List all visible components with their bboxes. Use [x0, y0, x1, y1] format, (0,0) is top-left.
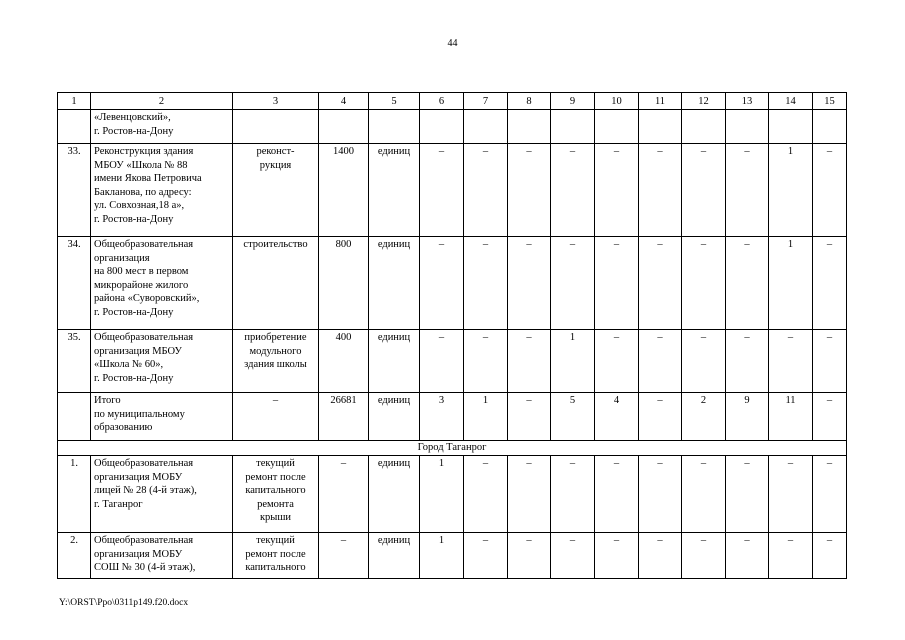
- object-name-cell: Итого по муниципальному образованию: [91, 393, 233, 441]
- work-type-cell: –: [233, 393, 319, 441]
- object-name-cell: Реконструкция здания МБОУ «Школа № 88 имени Якова Петровича Бакланова, по адресу: ул. Совхозная,18 а», г. Ростов-на-Дону: [91, 144, 233, 237]
- year-value-cell: [769, 110, 813, 144]
- column-number-cell: 9: [551, 93, 595, 110]
- capacity-cell: –: [319, 456, 369, 533]
- column-number-cell: 3: [233, 93, 319, 110]
- year-value-cell: 2: [682, 393, 726, 441]
- year-value-cell: –: [813, 144, 847, 237]
- year-value-cell: –: [464, 330, 508, 393]
- year-value-cell: [420, 110, 464, 144]
- year-value-cell: –: [508, 144, 551, 237]
- unit-cell: единиц: [369, 144, 420, 237]
- year-value-cell: 4: [595, 393, 639, 441]
- column-number-cell: 11: [639, 93, 682, 110]
- year-value-cell: –: [813, 393, 847, 441]
- work-type-cell: приобретение модульного здания школы: [233, 330, 319, 393]
- capacity-cell: 1400: [319, 144, 369, 237]
- unit-cell: единиц: [369, 330, 420, 393]
- year-value-cell: –: [595, 237, 639, 330]
- year-value-cell: [551, 110, 595, 144]
- year-value-cell: –: [639, 144, 682, 237]
- year-value-cell: 5: [551, 393, 595, 441]
- year-value-cell: –: [551, 144, 595, 237]
- table-row: [58, 237, 847, 330]
- year-value-cell: –: [813, 330, 847, 393]
- year-value-cell: –: [813, 533, 847, 579]
- capacity-cell: –: [319, 533, 369, 579]
- object-name-cell: Общеобразовательная организация МОБУ СОШ № 30 (4-й этаж),: [91, 533, 233, 579]
- year-value-cell: –: [464, 533, 508, 579]
- column-number-cell: 1: [58, 93, 91, 110]
- table-row: [58, 456, 847, 533]
- work-type-cell: текущий ремонт после капитального ремонта крыши: [233, 456, 319, 533]
- row-number-cell: 1.: [58, 456, 91, 533]
- year-value-cell: –: [464, 237, 508, 330]
- year-value-cell: –: [551, 456, 595, 533]
- year-value-cell: –: [551, 533, 595, 579]
- work-type-cell: строительство: [233, 237, 319, 330]
- year-value-cell: [508, 110, 551, 144]
- year-value-cell: 1: [769, 237, 813, 330]
- year-value-cell: –: [595, 144, 639, 237]
- object-name-cell: Общеобразовательная организация МОБУ лицей № 28 (4-й этаж), г. Таганрог: [91, 456, 233, 533]
- unit-cell: [369, 110, 420, 144]
- year-value-cell: –: [769, 456, 813, 533]
- year-value-cell: [464, 110, 508, 144]
- work-type-cell: текущий ремонт после капитального: [233, 533, 319, 579]
- year-value-cell: –: [813, 237, 847, 330]
- capacity-cell: 800: [319, 237, 369, 330]
- footer-file-path: Y:\ORST\Ppo\0311p149.f20.docx: [59, 598, 189, 608]
- column-number-row: [58, 93, 847, 110]
- year-value-cell: [639, 110, 682, 144]
- year-value-cell: –: [682, 144, 726, 237]
- column-number-cell: 8: [508, 93, 551, 110]
- page-number: 44: [447, 38, 458, 49]
- year-value-cell: [726, 110, 769, 144]
- row-number-cell: 34.: [58, 237, 91, 330]
- column-number-cell: 12: [682, 93, 726, 110]
- year-value-cell: [813, 110, 847, 144]
- table-row: [58, 144, 847, 237]
- year-value-cell: –: [639, 533, 682, 579]
- year-value-cell: –: [639, 456, 682, 533]
- year-value-cell: –: [420, 144, 464, 237]
- year-value-cell: –: [595, 533, 639, 579]
- year-value-cell: –: [508, 456, 551, 533]
- year-value-cell: 1: [420, 533, 464, 579]
- row-number-cell: 2.: [58, 533, 91, 579]
- year-value-cell: 11: [769, 393, 813, 441]
- year-value-cell: –: [639, 237, 682, 330]
- year-value-cell: –: [420, 237, 464, 330]
- year-value-cell: –: [508, 393, 551, 441]
- unit-cell: единиц: [369, 237, 420, 330]
- year-value-cell: [595, 110, 639, 144]
- year-value-cell: 1: [551, 330, 595, 393]
- table-body: [58, 93, 847, 579]
- row-number-cell: [58, 393, 91, 441]
- section-header-row: [58, 441, 847, 456]
- column-number-cell: 5: [369, 93, 420, 110]
- year-value-cell: –: [420, 330, 464, 393]
- year-value-cell: –: [639, 393, 682, 441]
- unit-cell: единиц: [369, 393, 420, 441]
- year-value-cell: –: [595, 330, 639, 393]
- object-name-cell: «Левенцовский», г. Ростов-на-Дону: [91, 110, 233, 144]
- year-value-cell: –: [769, 330, 813, 393]
- unit-cell: единиц: [369, 456, 420, 533]
- year-value-cell: –: [508, 237, 551, 330]
- year-value-cell: –: [682, 533, 726, 579]
- year-value-cell: –: [682, 237, 726, 330]
- capacity-cell: [319, 110, 369, 144]
- year-value-cell: –: [726, 330, 769, 393]
- year-value-cell: –: [508, 330, 551, 393]
- year-value-cell: –: [813, 456, 847, 533]
- year-value-cell: –: [551, 237, 595, 330]
- object-name-cell: Общеобразовательная организация МБОУ «Школа № 60», г. Ростов-на-Дону: [91, 330, 233, 393]
- column-number-cell: 7: [464, 93, 508, 110]
- column-number-cell: 13: [726, 93, 769, 110]
- year-value-cell: –: [639, 330, 682, 393]
- year-value-cell: 3: [420, 393, 464, 441]
- year-value-cell: [682, 110, 726, 144]
- column-number-cell: 14: [769, 93, 813, 110]
- column-number-cell: 15: [813, 93, 847, 110]
- document-table: [57, 92, 847, 579]
- work-type-cell: [233, 110, 319, 144]
- row-number-cell: [58, 110, 91, 144]
- row-number-cell: 35.: [58, 330, 91, 393]
- column-number-cell: 2: [91, 93, 233, 110]
- section-title: Город Таганрог: [58, 441, 847, 456]
- year-value-cell: 1: [464, 393, 508, 441]
- table-row: [58, 393, 847, 441]
- year-value-cell: –: [508, 533, 551, 579]
- year-value-cell: –: [682, 330, 726, 393]
- table-row: [58, 110, 847, 144]
- table-row: [58, 533, 847, 579]
- year-value-cell: –: [464, 144, 508, 237]
- year-value-cell: –: [464, 456, 508, 533]
- work-type-cell: реконст- рукция: [233, 144, 319, 237]
- column-number-cell: 4: [319, 93, 369, 110]
- table-row: [58, 330, 847, 393]
- year-value-cell: 9: [726, 393, 769, 441]
- year-value-cell: 1: [769, 144, 813, 237]
- row-number-cell: 33.: [58, 144, 91, 237]
- capacity-cell: 400: [319, 330, 369, 393]
- year-value-cell: –: [769, 533, 813, 579]
- year-value-cell: –: [726, 237, 769, 330]
- object-name-cell: Общеобразовательная организация на 800 мест в первом микрорайоне жилого района «Суворовский», г. Ростов-на-Дону: [91, 237, 233, 330]
- capacity-cell: 26681: [319, 393, 369, 441]
- column-number-cell: 6: [420, 93, 464, 110]
- year-value-cell: –: [726, 144, 769, 237]
- unit-cell: единиц: [369, 533, 420, 579]
- column-number-cell: 10: [595, 93, 639, 110]
- year-value-cell: 1: [420, 456, 464, 533]
- year-value-cell: –: [682, 456, 726, 533]
- year-value-cell: –: [726, 533, 769, 579]
- year-value-cell: –: [726, 456, 769, 533]
- year-value-cell: –: [595, 456, 639, 533]
